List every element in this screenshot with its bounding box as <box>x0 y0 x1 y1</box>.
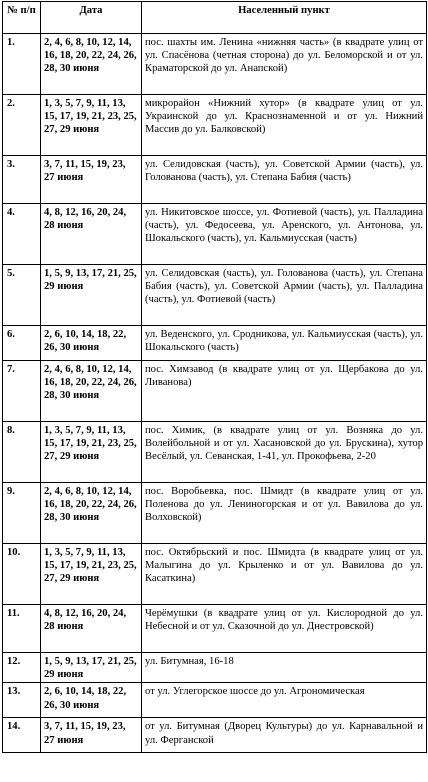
row-date: 2, 6, 10, 14, 18, 22, 26, 30 июня <box>41 683 142 718</box>
table-row <box>3 361 427 422</box>
table-row <box>3 34 427 95</box>
table-row <box>3 265 427 326</box>
row-number: 13. <box>3 683 41 718</box>
schedule-table <box>2 1 427 753</box>
row-date: 2, 4, 6, 8, 10, 12, 14, 16, 18, 20, 22, 24, 26, 28, 30 июня <box>41 483 142 544</box>
row-place: Черёмушки (в квадрате улиц от ул. Кислородной до ул. Небесной и от ул. Сказочной до ул. Днестровской) <box>142 605 427 653</box>
row-place: ул. Селидовская (часть), ул. Советской Армии (часть), ул. Голованова (часть), ул. Степана Бабия (часть) <box>142 156 427 204</box>
table-body <box>3 34 427 753</box>
header-num: № п/п <box>3 2 41 34</box>
row-date: 2, 4, 6, 8, 10, 12, 14, 16, 18, 20, 22, 24, 26, 28, 30 июня <box>41 34 142 95</box>
row-number: 3. <box>3 156 41 204</box>
row-number: 12. <box>3 653 41 683</box>
row-place: ул. Веденского, ул. Сродникова, ул. Кальмиусская (часть), ул. Шокальского (часть) <box>142 326 427 361</box>
table-row <box>3 653 427 683</box>
table-row <box>3 605 427 653</box>
row-number: 14. <box>3 718 41 753</box>
table-row <box>3 544 427 605</box>
row-date: 3, 7, 11, 15, 19, 23, 27 июня <box>41 156 142 204</box>
table-row <box>3 422 427 483</box>
table-row <box>3 483 427 544</box>
row-place: от ул. Битумная (Дворец Культуры) до ул. Карнавальной и ул. Ферганской <box>142 718 427 753</box>
row-number: 6. <box>3 326 41 361</box>
row-place: пос. Октябрьский и пос. Шмидта (в квадрате улиц от ул. Малыгина до ул. Крыленко и от ул. Вавилова до ул. Касаткина) <box>142 544 427 605</box>
row-place: пос. шахты им. Ленина «нижняя часть» (в квадрате улиц от ул. Спасёнова (четная сторона) до ул. Беломорской и от ул. Краматорской до ул. Анапской) <box>142 34 427 95</box>
table-row <box>3 95 427 156</box>
row-date: 2, 6, 10, 14, 18, 22, 26, 30 июня <box>41 326 142 361</box>
row-place: микрорайон «Нижний хутор» (в квадрате улиц от ул. Украинской до ул. Краснознаменной и от ул. Нижний Массив до ул. Балковской) <box>142 95 427 156</box>
row-number: 2. <box>3 95 41 156</box>
row-number: 10. <box>3 544 41 605</box>
row-number: 4. <box>3 204 41 265</box>
row-date: 1, 5, 9, 13, 17, 21, 25, 29 июня <box>41 265 142 326</box>
row-number: 7. <box>3 361 41 422</box>
row-number: 11. <box>3 605 41 653</box>
row-place: ул. Никитовское шоссе, ул. Фотиевой (часть), ул. Палладина (часть), ул. Федосеева, ул. Аренского, ул. Антонова, ул. Шокальского (часть), ул. Кальмиусская (часть) <box>142 204 427 265</box>
header-place: Населенный пункт <box>142 2 427 34</box>
row-number: 5. <box>3 265 41 326</box>
table-row <box>3 326 427 361</box>
row-number: 1. <box>3 34 41 95</box>
header-row <box>3 2 427 34</box>
row-place: ул. Битумная, 16-18 <box>142 653 427 683</box>
row-place: пос. Воробьевка, пос. Шмидт (в квадрате улиц от ул. Поленова до ул. Лениногорская и от ул. Вавилова до ул. Волховской) <box>142 483 427 544</box>
table-row <box>3 156 427 204</box>
row-date: 1, 5, 9, 13, 17, 21, 25, 29 июня <box>41 653 142 683</box>
row-place: пос. Химик, (в квадрате улиц от ул. Возняка до ул. Волейбольной и от ул. Хасановской до ул. Брускина), хутор Весёлый, ул. Севанская, 1-41, ул. Прокофьева, 2-20 <box>142 422 427 483</box>
row-date: 1, 3, 5, 7, 9, 11, 13, 15, 17, 19, 21, 23, 25, 27, 29 июня <box>41 422 142 483</box>
header-date: Дата <box>41 2 142 34</box>
row-date: 1, 3, 5, 7, 9, 11, 13, 15, 17, 19, 21, 23, 25, 27, 29 июня <box>41 544 142 605</box>
row-date: 4, 8, 12, 16, 20, 24, 28 июня <box>41 204 142 265</box>
row-number: 8. <box>3 422 41 483</box>
table-row <box>3 683 427 718</box>
row-number: 9. <box>3 483 41 544</box>
row-date: 1, 3, 5, 7, 9, 11, 13, 15, 17, 19, 21, 23, 25, 27, 29 июня <box>41 95 142 156</box>
row-date: 3, 7, 11, 15, 19, 23, 27 июня <box>41 718 142 753</box>
row-date: 4, 8, 12, 16, 20, 24, 28 июня <box>41 605 142 653</box>
row-place: от ул. Углегорское шоссе до ул. Агрономическая <box>142 683 427 718</box>
row-date: 2, 4, 6, 8, 10, 12, 14, 16, 18, 20, 22, 24, 26, 28, 30 июня <box>41 361 142 422</box>
table-row <box>3 204 427 265</box>
row-place: ул. Селидовская (часть), ул. Голованова (часть), ул. Степана Бабия (часть), ул. Советской Армии (часть), ул. Палладина (часть), ул. Фотиевой (часть) <box>142 265 427 326</box>
row-place: пос. Химзавод (в квадрате улиц от ул. Щербакова до ул. Ливанова) <box>142 361 427 422</box>
table-row <box>3 718 427 753</box>
